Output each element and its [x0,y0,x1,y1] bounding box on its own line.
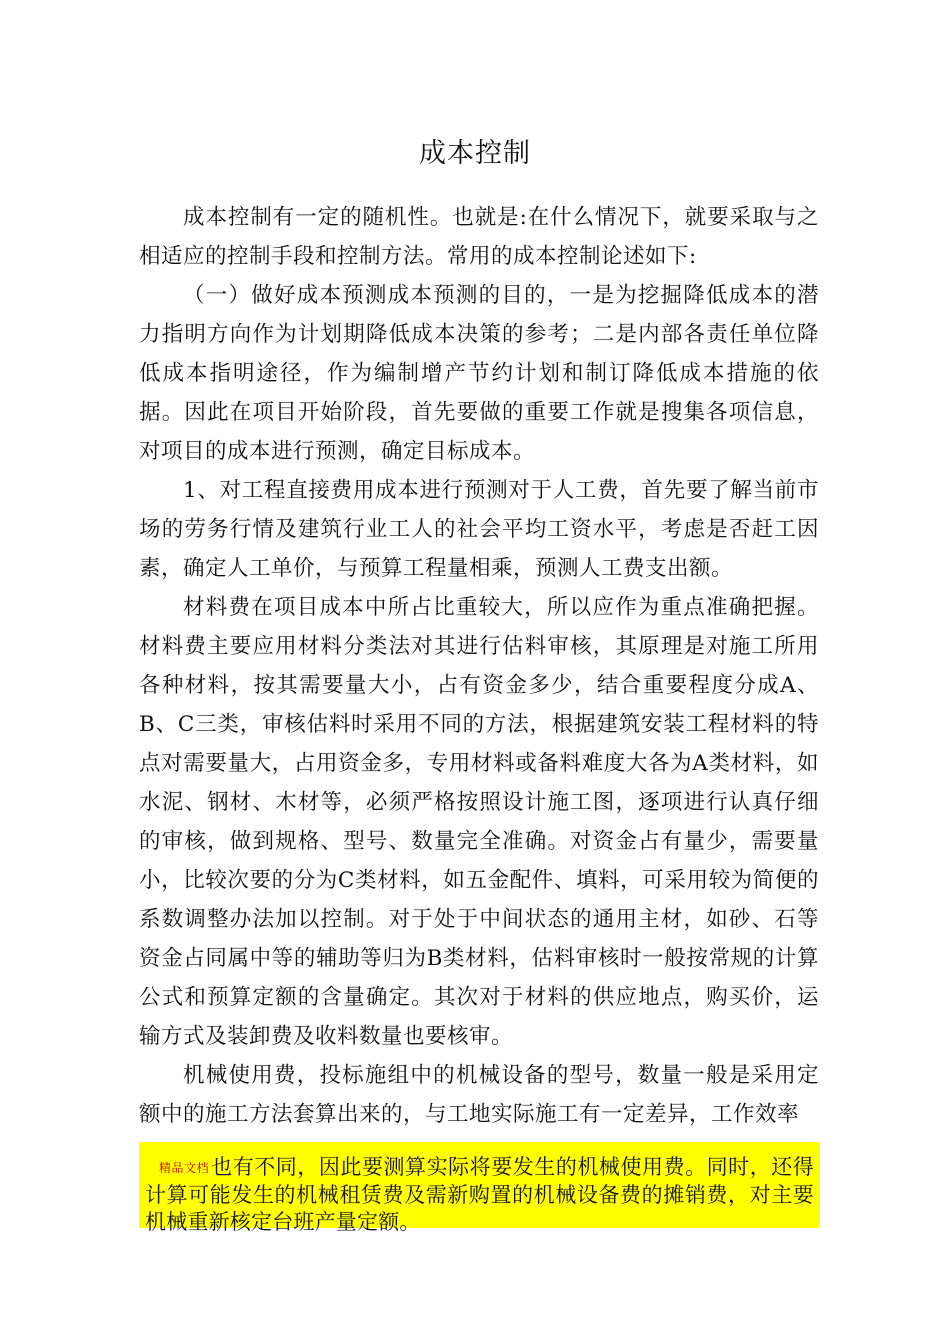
document-body [139,198,819,1134]
page-title: 成本控制 [419,138,531,169]
paragraph-material-cost: 材料费在项目成本中所占比重较大，所以应作为重点准确把握。材料费主要应用材料分类法对其进行估料审核，其原理是对施工所用各种材料，按其需要量大小，占有资金多少，结合重要程度分成A、B、C三类，审核估料时采用不同的方法，根据建筑安装工程材料的特点对需要量大，占用资金多，专用材料或备料难度大各为A类材料，如水泥、钢材、木材等，必须严格按照设计施工图，逐项进行认真仔细的审核，做到规格、型号、数量完全准确。对资金占有量少，需要量小，比较次要的分为C类材料，如五金配件、填料，可采用较为简便的系数调整办法加以控制。对于处于中间状态的通用主材，如砂、石等资金占同属中等的辅助等归为B类材料，估料审核时一般按常规的计算公式和预算定额的含量确定。其次对于材料的供应地点，购买价，运输方式及装卸费及收料数量也要核审。 [139,595,819,1049]
paragraph-forecast: （一）做好成本预测成本预测的目的，一是为挖掘降低成本的潜力指明方向作为计划期降低成本决策的参考；二是内部各责任单位降低成本指明途径，作为编制增产节约计划和制订降低成本措施的依据。因此在项目开始阶段，首先要做的重要工作就是搜集各项信息，对项目的成本进行预测，确定目标成本。 [139,283,819,464]
highlighted-footer-text: 也有不同，因此要测算实际将要发生的机械使用费。同时，还得计算可能发生的机械租赁费及需新购置的机械设备费的摊销费，对主要机械重新核定台班产量定额。 [145,1155,814,1234]
highlighted-footer-block [139,1142,820,1234]
paragraph-machine-cost: 机械使用费，投标施组中的机械设备的型号，数量一般是采用定额中的施工方法套算出来的，与工地实际施工有一定差异，工作效率 [139,1063,819,1127]
paragraph-intro: 成本控制有一定的随机性。也就是:在什么情况下，就要采取与之相适应的控制手段和控制方法。常用的成本控制论述如下: [139,205,819,269]
paragraph-labor-cost: 1、对工程直接费用成本进行预测对于人工费，首先要了解当前市场的劳务行情及建筑行业工人的社会平均工资水平，考虑是否赶工因素，确定人工单价，与预算工程量相乘，预测人工费支出额。 [139,478,819,581]
document-tag: 精品文档 [159,1161,210,1175]
